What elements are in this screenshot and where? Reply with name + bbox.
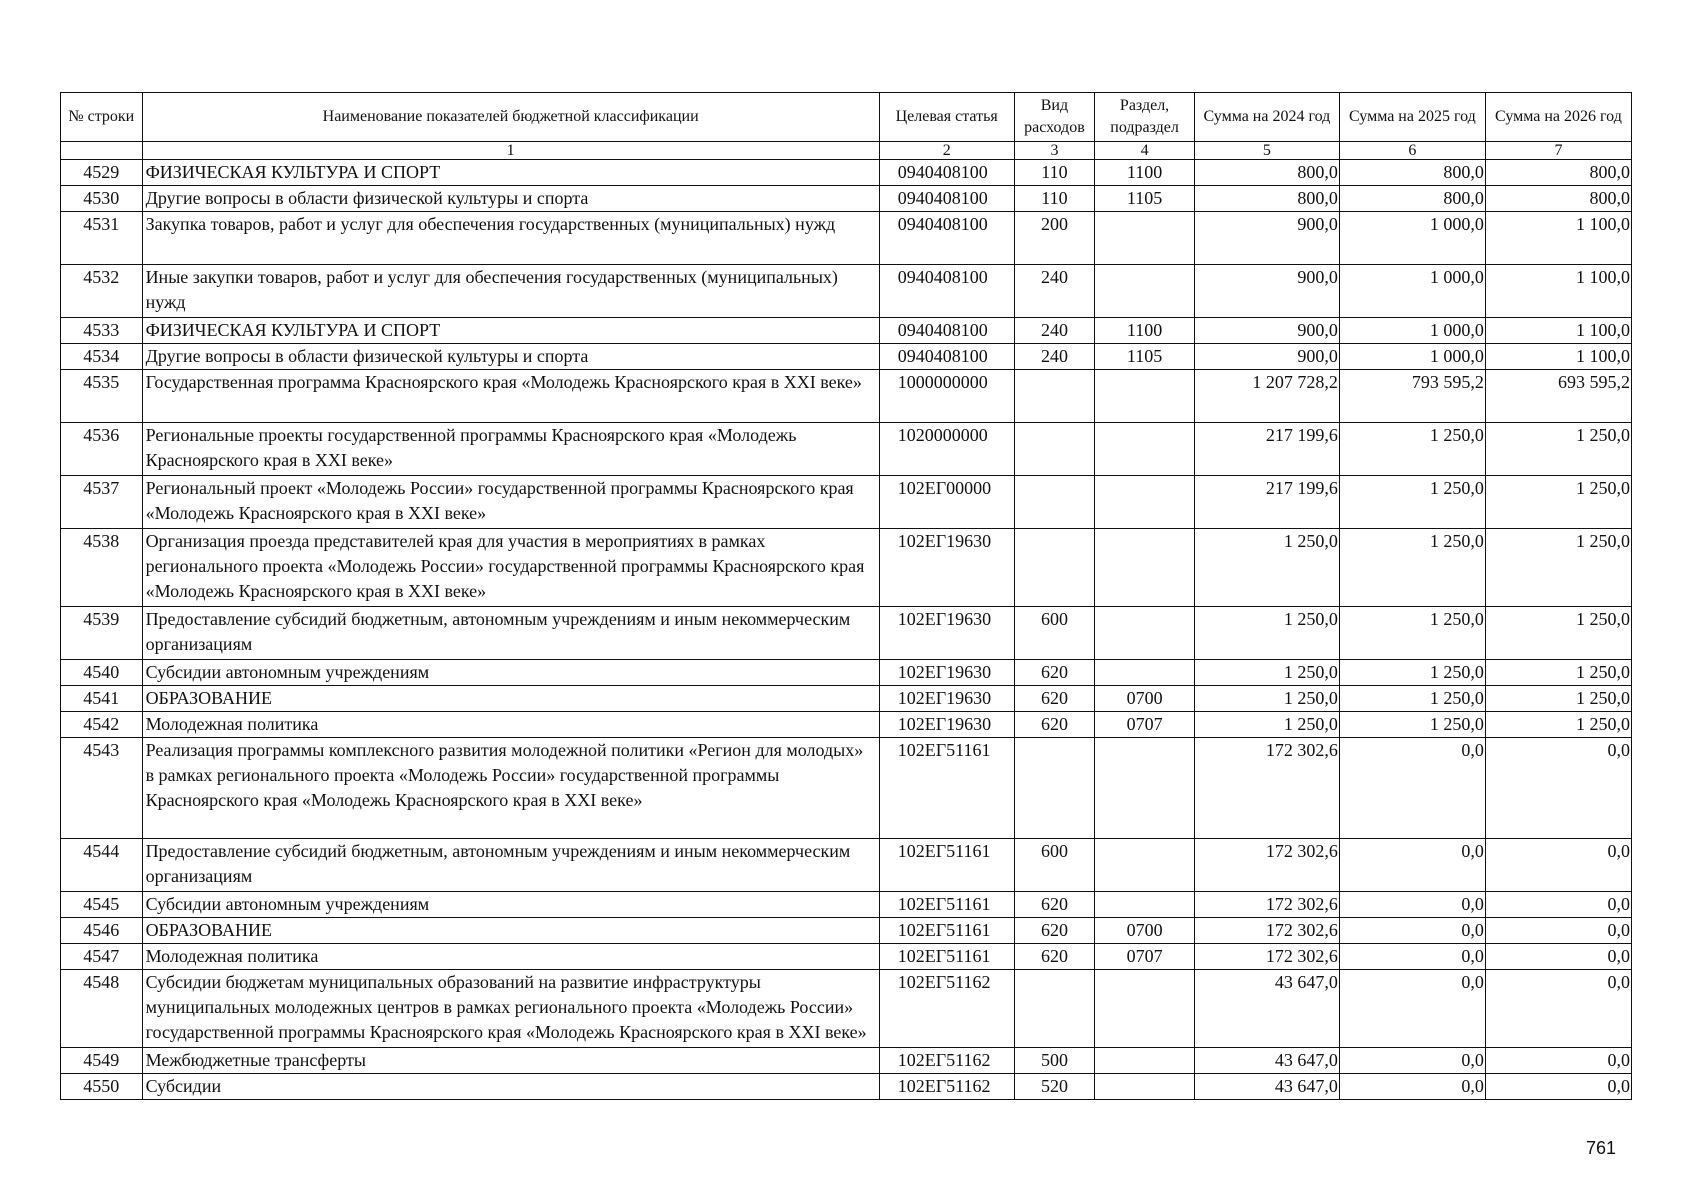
row-target-code: 102ЕГ51162 xyxy=(879,1074,1014,1100)
column-number: 1 xyxy=(142,142,879,160)
row-sum-2024: 800,0 xyxy=(1194,186,1339,212)
table-row xyxy=(61,370,1632,423)
row-number: 4547 xyxy=(61,944,143,970)
table-row xyxy=(61,1048,1632,1074)
row-expense-kind: 600 xyxy=(1014,839,1095,892)
header-target: Целевая статья xyxy=(879,93,1014,142)
table-row xyxy=(61,476,1632,529)
table-row xyxy=(61,892,1632,918)
header-row xyxy=(61,93,1632,142)
row-sum-2026: 1 100,0 xyxy=(1485,265,1631,318)
table-row xyxy=(61,344,1632,370)
row-sum-2024: 1 250,0 xyxy=(1194,712,1339,738)
row-name: Предоставление субсидий бюджетным, автономным учреждениям и иным некоммерческим организациям xyxy=(142,839,879,892)
row-sum-2024: 1 250,0 xyxy=(1194,660,1339,686)
row-sum-2025: 0,0 xyxy=(1339,944,1485,970)
column-number: 4 xyxy=(1095,142,1195,160)
row-sum-2024: 172 302,6 xyxy=(1194,944,1339,970)
row-number: 4536 xyxy=(61,423,143,476)
row-sum-2024: 172 302,6 xyxy=(1194,738,1339,839)
row-sum-2025: 1 250,0 xyxy=(1339,529,1485,607)
row-name: Региональный проект «Молодежь России» государственной программы Красноярского края «Молодежь Красноярского края в XXI веке» xyxy=(142,476,879,529)
column-number: 5 xyxy=(1194,142,1339,160)
row-sum-2026: 1 100,0 xyxy=(1485,318,1631,344)
table-row xyxy=(61,1074,1632,1100)
header-sum-2025: Сумма на 2025 год xyxy=(1339,93,1485,142)
row-sum-2025: 1 000,0 xyxy=(1339,318,1485,344)
row-section: 0707 xyxy=(1095,944,1195,970)
row-expense-kind: 620 xyxy=(1014,686,1095,712)
table-row xyxy=(61,839,1632,892)
row-target-code: 0940408100 xyxy=(879,212,1014,265)
row-name: Молодежная политика xyxy=(142,944,879,970)
row-sum-2024: 1 250,0 xyxy=(1194,607,1339,660)
row-expense-kind xyxy=(1014,423,1095,476)
row-sum-2026: 0,0 xyxy=(1485,970,1631,1048)
row-number: 4531 xyxy=(61,212,143,265)
row-sum-2024: 217 199,6 xyxy=(1194,476,1339,529)
row-sum-2025: 0,0 xyxy=(1339,892,1485,918)
row-sum-2025: 800,0 xyxy=(1339,186,1485,212)
row-expense-kind: 620 xyxy=(1014,892,1095,918)
row-name: Государственная программа Красноярского края «Молодежь Красноярского края в XXI веке» xyxy=(142,370,879,423)
row-sum-2026: 1 250,0 xyxy=(1485,607,1631,660)
row-number: 4538 xyxy=(61,529,143,607)
row-sum-2026: 1 250,0 xyxy=(1485,712,1631,738)
row-name: Организация проезда представителей края для участия в мероприятиях в рамках регионального проекта «Молодежь России» государственной программы Красноярского края «Молодежь Красноярского края в XXI веке» xyxy=(142,529,879,607)
row-sum-2026: 0,0 xyxy=(1485,738,1631,839)
table-row xyxy=(61,529,1632,607)
row-expense-kind xyxy=(1014,738,1095,839)
header-name: Наименование показателей бюджетной классификации xyxy=(142,93,879,142)
row-target-code: 102ЕГ19630 xyxy=(879,712,1014,738)
row-sum-2025: 0,0 xyxy=(1339,970,1485,1048)
row-target-code: 102ЕГ51162 xyxy=(879,1048,1014,1074)
row-number: 4540 xyxy=(61,660,143,686)
header-kind: Вид расходов xyxy=(1014,93,1095,142)
row-name: ФИЗИЧЕСКАЯ КУЛЬТУРА И СПОРТ xyxy=(142,160,879,186)
row-section xyxy=(1095,212,1195,265)
row-sum-2026: 1 250,0 xyxy=(1485,660,1631,686)
page-number: 761 xyxy=(1586,1138,1617,1158)
row-section xyxy=(1095,529,1195,607)
row-section xyxy=(1095,839,1195,892)
row-name: Закупка товаров, работ и услуг для обеспечения государственных (муниципальных) нужд xyxy=(142,212,879,265)
row-number: 4542 xyxy=(61,712,143,738)
row-name: Межбюджетные трансферты xyxy=(142,1048,879,1074)
row-sum-2026: 693 595,2 xyxy=(1485,370,1631,423)
table-row xyxy=(61,607,1632,660)
row-number: 4548 xyxy=(61,970,143,1048)
row-target-code: 0940408100 xyxy=(879,318,1014,344)
row-number: 4546 xyxy=(61,918,143,944)
row-sum-2024: 217 199,6 xyxy=(1194,423,1339,476)
row-section xyxy=(1095,1074,1195,1100)
row-sum-2024: 1 250,0 xyxy=(1194,686,1339,712)
row-number: 4532 xyxy=(61,265,143,318)
row-sum-2025: 1 250,0 xyxy=(1339,423,1485,476)
row-name: ФИЗИЧЕСКАЯ КУЛЬТУРА И СПОРТ xyxy=(142,318,879,344)
row-target-code: 1000000000 xyxy=(879,370,1014,423)
budget-table xyxy=(60,92,1632,1100)
row-target-code: 0940408100 xyxy=(879,160,1014,186)
row-sum-2026: 1 100,0 xyxy=(1485,212,1631,265)
row-target-code: 102ЕГ19630 xyxy=(879,529,1014,607)
row-expense-kind: 500 xyxy=(1014,1048,1095,1074)
row-expense-kind xyxy=(1014,970,1095,1048)
row-expense-kind: 200 xyxy=(1014,212,1095,265)
row-sum-2026: 800,0 xyxy=(1485,160,1631,186)
row-target-code: 102ЕГ19630 xyxy=(879,607,1014,660)
row-section xyxy=(1095,892,1195,918)
column-number-blank xyxy=(61,142,143,160)
row-target-code: 102ЕГ51162 xyxy=(879,970,1014,1048)
row-section xyxy=(1095,660,1195,686)
table-row xyxy=(61,686,1632,712)
row-name: Региональные проекты государственной программы Красноярского края «Молодежь Красноярского края в XXI веке» xyxy=(142,423,879,476)
row-sum-2026: 1 250,0 xyxy=(1485,686,1631,712)
table-row xyxy=(61,738,1632,839)
table-row xyxy=(61,660,1632,686)
row-sum-2026: 0,0 xyxy=(1485,944,1631,970)
row-section xyxy=(1095,607,1195,660)
row-name: Субсидии автономным учреждениям xyxy=(142,892,879,918)
row-number: 4533 xyxy=(61,318,143,344)
row-sum-2026: 0,0 xyxy=(1485,839,1631,892)
row-sum-2025: 1 250,0 xyxy=(1339,660,1485,686)
column-number: 6 xyxy=(1339,142,1485,160)
row-section: 1105 xyxy=(1095,344,1195,370)
row-sum-2025: 1 000,0 xyxy=(1339,265,1485,318)
row-sum-2025: 1 250,0 xyxy=(1339,607,1485,660)
row-section xyxy=(1095,265,1195,318)
row-number: 4537 xyxy=(61,476,143,529)
row-target-code: 0940408100 xyxy=(879,265,1014,318)
table-row xyxy=(61,423,1632,476)
header-sum-2026: Сумма на 2026 год xyxy=(1485,93,1631,142)
row-number: 4535 xyxy=(61,370,143,423)
row-expense-kind xyxy=(1014,370,1095,423)
table-body xyxy=(61,160,1632,1100)
row-section xyxy=(1095,423,1195,476)
row-name: Молодежная политика xyxy=(142,712,879,738)
row-sum-2025: 0,0 xyxy=(1339,738,1485,839)
row-sum-2024: 900,0 xyxy=(1194,344,1339,370)
row-name: Реализация программы комплексного развития молодежной политики «Регион для молодых» в рамках регионального проекта «Молодежь России» государственной программы Красноярского края «Молодежь Красноярского края в XXI веке» xyxy=(142,738,879,839)
row-expense-kind: 620 xyxy=(1014,918,1095,944)
row-expense-kind: 520 xyxy=(1014,1074,1095,1100)
row-target-code: 0940408100 xyxy=(879,344,1014,370)
row-sum-2024: 800,0 xyxy=(1194,160,1339,186)
row-section: 1100 xyxy=(1095,318,1195,344)
row-sum-2024: 43 647,0 xyxy=(1194,970,1339,1048)
row-target-code: 102ЕГ19630 xyxy=(879,686,1014,712)
row-sum-2024: 1 250,0 xyxy=(1194,529,1339,607)
row-target-code: 102ЕГ51161 xyxy=(879,892,1014,918)
row-expense-kind: 600 xyxy=(1014,607,1095,660)
row-sum-2024: 43 647,0 xyxy=(1194,1048,1339,1074)
row-sum-2026: 1 250,0 xyxy=(1485,423,1631,476)
row-sum-2026: 0,0 xyxy=(1485,1048,1631,1074)
row-sum-2024: 1 207 728,2 xyxy=(1194,370,1339,423)
row-section xyxy=(1095,738,1195,839)
row-expense-kind xyxy=(1014,529,1095,607)
row-section xyxy=(1095,476,1195,529)
row-sum-2024: 900,0 xyxy=(1194,212,1339,265)
row-section: 0707 xyxy=(1095,712,1195,738)
row-sum-2026: 0,0 xyxy=(1485,918,1631,944)
table-row xyxy=(61,712,1632,738)
table-row xyxy=(61,186,1632,212)
row-section: 1100 xyxy=(1095,160,1195,186)
row-expense-kind: 620 xyxy=(1014,712,1095,738)
row-number: 4529 xyxy=(61,160,143,186)
row-name: Другие вопросы в области физической культуры и спорта xyxy=(142,344,879,370)
row-sum-2024: 172 302,6 xyxy=(1194,918,1339,944)
row-sum-2025: 793 595,2 xyxy=(1339,370,1485,423)
column-number-row xyxy=(61,142,1632,160)
row-target-code: 0940408100 xyxy=(879,186,1014,212)
header-row-no: № строки xyxy=(61,93,143,142)
row-section: 0700 xyxy=(1095,918,1195,944)
row-sum-2026: 1 250,0 xyxy=(1485,529,1631,607)
row-sum-2026: 1 100,0 xyxy=(1485,344,1631,370)
row-section xyxy=(1095,970,1195,1048)
row-name: Иные закупки товаров, работ и услуг для обеспечения государственных (муниципальных) нужд xyxy=(142,265,879,318)
row-sum-2026: 1 250,0 xyxy=(1485,476,1631,529)
row-number: 4550 xyxy=(61,1074,143,1100)
row-sum-2024: 900,0 xyxy=(1194,265,1339,318)
column-number: 3 xyxy=(1014,142,1095,160)
table-row xyxy=(61,160,1632,186)
row-number: 4534 xyxy=(61,344,143,370)
row-section xyxy=(1095,370,1195,423)
row-section xyxy=(1095,1048,1195,1074)
row-target-code: 102ЕГ19630 xyxy=(879,660,1014,686)
row-expense-kind: 110 xyxy=(1014,160,1095,186)
row-sum-2024: 172 302,6 xyxy=(1194,892,1339,918)
row-name: Субсидии бюджетам муниципальных образований на развитие инфраструктуры муниципальных молодежных центров в рамках регионального проекта «Молодежь России» государственной программы Красноярского края «Молодежь Красноярского края в XXI веке» xyxy=(142,970,879,1048)
row-name: Субсидии xyxy=(142,1074,879,1100)
row-number: 4539 xyxy=(61,607,143,660)
row-sum-2024: 43 647,0 xyxy=(1194,1074,1339,1100)
header-sum-2024: Сумма на 2024 год xyxy=(1194,93,1339,142)
row-sum-2026: 0,0 xyxy=(1485,892,1631,918)
row-expense-kind: 110 xyxy=(1014,186,1095,212)
column-number: 7 xyxy=(1485,142,1631,160)
row-sum-2025: 1 250,0 xyxy=(1339,476,1485,529)
row-target-code: 102ЕГ51161 xyxy=(879,944,1014,970)
row-number: 4530 xyxy=(61,186,143,212)
table-row xyxy=(61,212,1632,265)
row-section: 0700 xyxy=(1095,686,1195,712)
row-sum-2025: 1 000,0 xyxy=(1339,344,1485,370)
row-expense-kind: 240 xyxy=(1014,318,1095,344)
row-target-code: 102ЕГ51161 xyxy=(879,918,1014,944)
row-name: Предоставление субсидий бюджетным, автономным учреждениям и иным некоммерческим организациям xyxy=(142,607,879,660)
row-sum-2025: 0,0 xyxy=(1339,1074,1485,1100)
row-expense-kind: 240 xyxy=(1014,265,1095,318)
row-sum-2025: 0,0 xyxy=(1339,918,1485,944)
row-sum-2025: 800,0 xyxy=(1339,160,1485,186)
row-target-code: 102ЕГ51161 xyxy=(879,839,1014,892)
row-expense-kind xyxy=(1014,476,1095,529)
row-target-code: 1020000000 xyxy=(879,423,1014,476)
row-sum-2026: 800,0 xyxy=(1485,186,1631,212)
row-number: 4544 xyxy=(61,839,143,892)
row-name: Другие вопросы в области физической культуры и спорта xyxy=(142,186,879,212)
row-number: 4545 xyxy=(61,892,143,918)
row-expense-kind: 620 xyxy=(1014,660,1095,686)
row-sum-2026: 0,0 xyxy=(1485,1074,1631,1100)
row-expense-kind: 620 xyxy=(1014,944,1095,970)
table-row xyxy=(61,265,1632,318)
row-section: 1105 xyxy=(1095,186,1195,212)
row-expense-kind: 240 xyxy=(1014,344,1095,370)
row-sum-2024: 172 302,6 xyxy=(1194,839,1339,892)
header-section: Раздел, подраздел xyxy=(1095,93,1195,142)
row-number: 4543 xyxy=(61,738,143,839)
row-sum-2024: 900,0 xyxy=(1194,318,1339,344)
row-sum-2025: 0,0 xyxy=(1339,839,1485,892)
row-target-code: 102ЕГ00000 xyxy=(879,476,1014,529)
row-sum-2025: 1 250,0 xyxy=(1339,686,1485,712)
row-sum-2025: 1 000,0 xyxy=(1339,212,1485,265)
column-number: 2 xyxy=(879,142,1014,160)
row-name: ОБРАЗОВАНИЕ xyxy=(142,686,879,712)
row-sum-2025: 0,0 xyxy=(1339,1048,1485,1074)
row-name: ОБРАЗОВАНИЕ xyxy=(142,918,879,944)
table-row xyxy=(61,970,1632,1048)
table-row xyxy=(61,918,1632,944)
table-row xyxy=(61,318,1632,344)
row-number: 4549 xyxy=(61,1048,143,1074)
row-target-code: 102ЕГ51161 xyxy=(879,738,1014,839)
row-number: 4541 xyxy=(61,686,143,712)
row-name: Субсидии автономным учреждениям xyxy=(142,660,879,686)
row-sum-2025: 1 250,0 xyxy=(1339,712,1485,738)
table-row xyxy=(61,944,1632,970)
